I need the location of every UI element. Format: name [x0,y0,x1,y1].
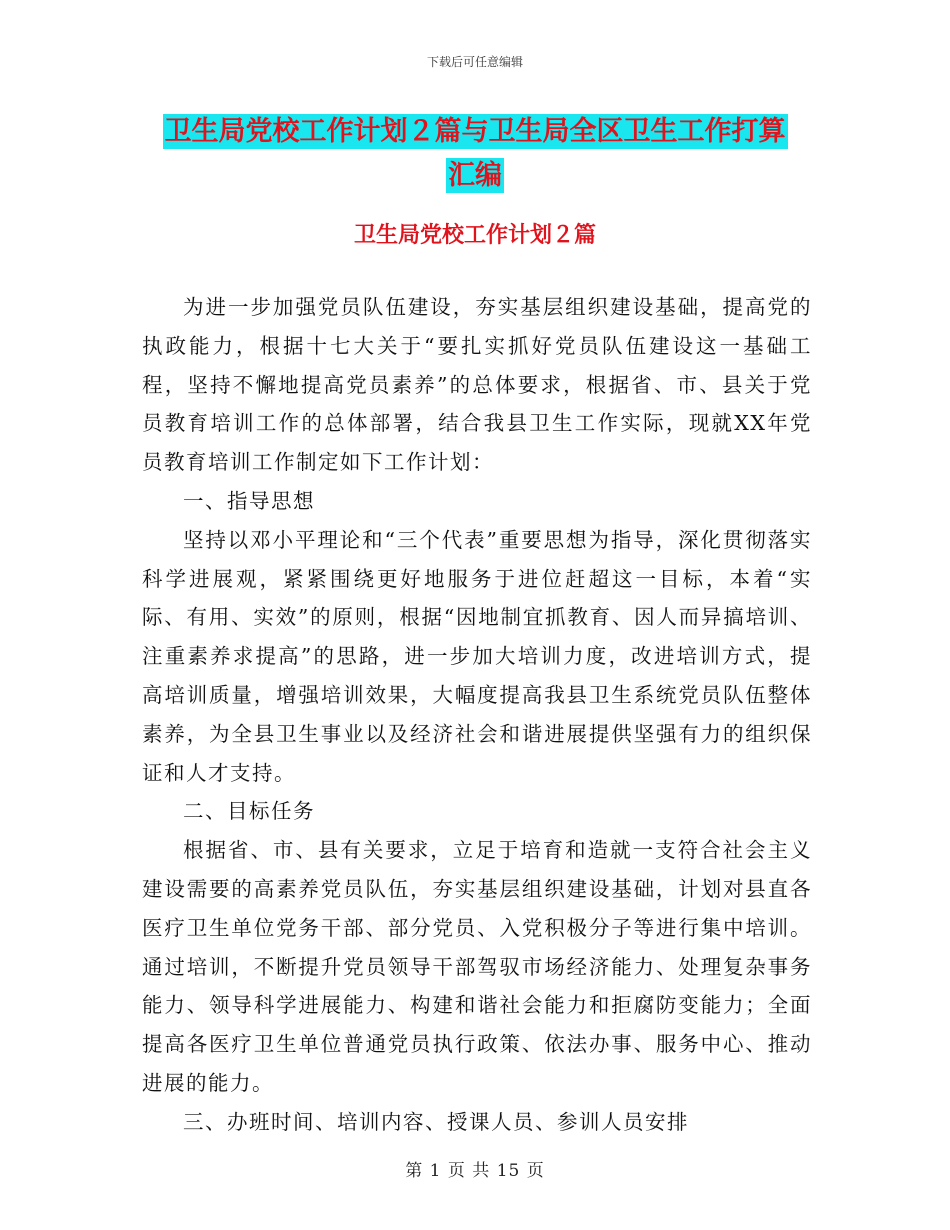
header-note: 下载后可任意编辑 [426,55,523,69]
heading-schedule: 三、办班时间、培训内容、授课人员、参训人员安排 [183,1109,689,1134]
heading-goals-tasks: 二、目标任务 [183,799,315,824]
paragraph-intro: 为进一步加强党员队伍建设，夯实基层组织建设基础，提高党的执政能力，根据十七大关于“要扎实抓好党员队伍建设这一基础工程，坚持不懈地提高党员素养”的总体要求，根据省、市、县关于党员教育培训工作的总体部署，结合我县卫生工作实际，现就XX年党员教育培训工作制定如下工作计划： [142,295,812,475]
section-title: 卫生局党校工作计划２篇 [353,223,596,248]
document-title-line2 [0,154,950,198]
page-footer: 第 1 页 共 15 页 [405,1161,545,1181]
title-highlight-2: 汇编 [448,160,502,191]
paragraph-guiding-ideology: 坚持以邓小平理论和“三个代表”重要思想为指导，深化贯彻落实科学进展观，紧紧围绕更好地服务于进位赶超这一目标，本着“实际、有用、实效”的原则，根据“因地制宜抓教育、因人而异搞培训、注重素养求提高”的思路，进一步加大培训力度，改进培训方式，提高培训质量，增强培训效果，大幅度提高我县卫生系统党员队伍整体素养，为全县卫生事业以及经济社会和谐进展提供坚强有力的组织保证和人才支持。 [142,527,812,785]
document-body [142,288,812,1142]
document-title-line1 [0,110,950,154]
title-highlight: 卫生局党校工作计划２篇与卫生局全区卫生工作打算 [164,116,786,147]
paragraph-goals-tasks: 根据省、市、县有关要求，立足于培育和造就一支符合社会主义建设需要的高素养党员队伍，夯实基层组织建设基础，计划对县直各医疗卫生单位党务干部、部分党员、入党积极分子等进行集中培训。通过培训，不断提升党员领导干部驾驭市场经济能力、处理复杂事务能力、领导科学进展能力、构建和谐社会能力和拒腐防变能力；全面提高各医疗卫生单位普通党员执行政策、依法办事、服务中心、推动进展的能力。 [142,838,812,1095]
heading-guiding-ideology: 一、指导思想 [183,488,315,513]
